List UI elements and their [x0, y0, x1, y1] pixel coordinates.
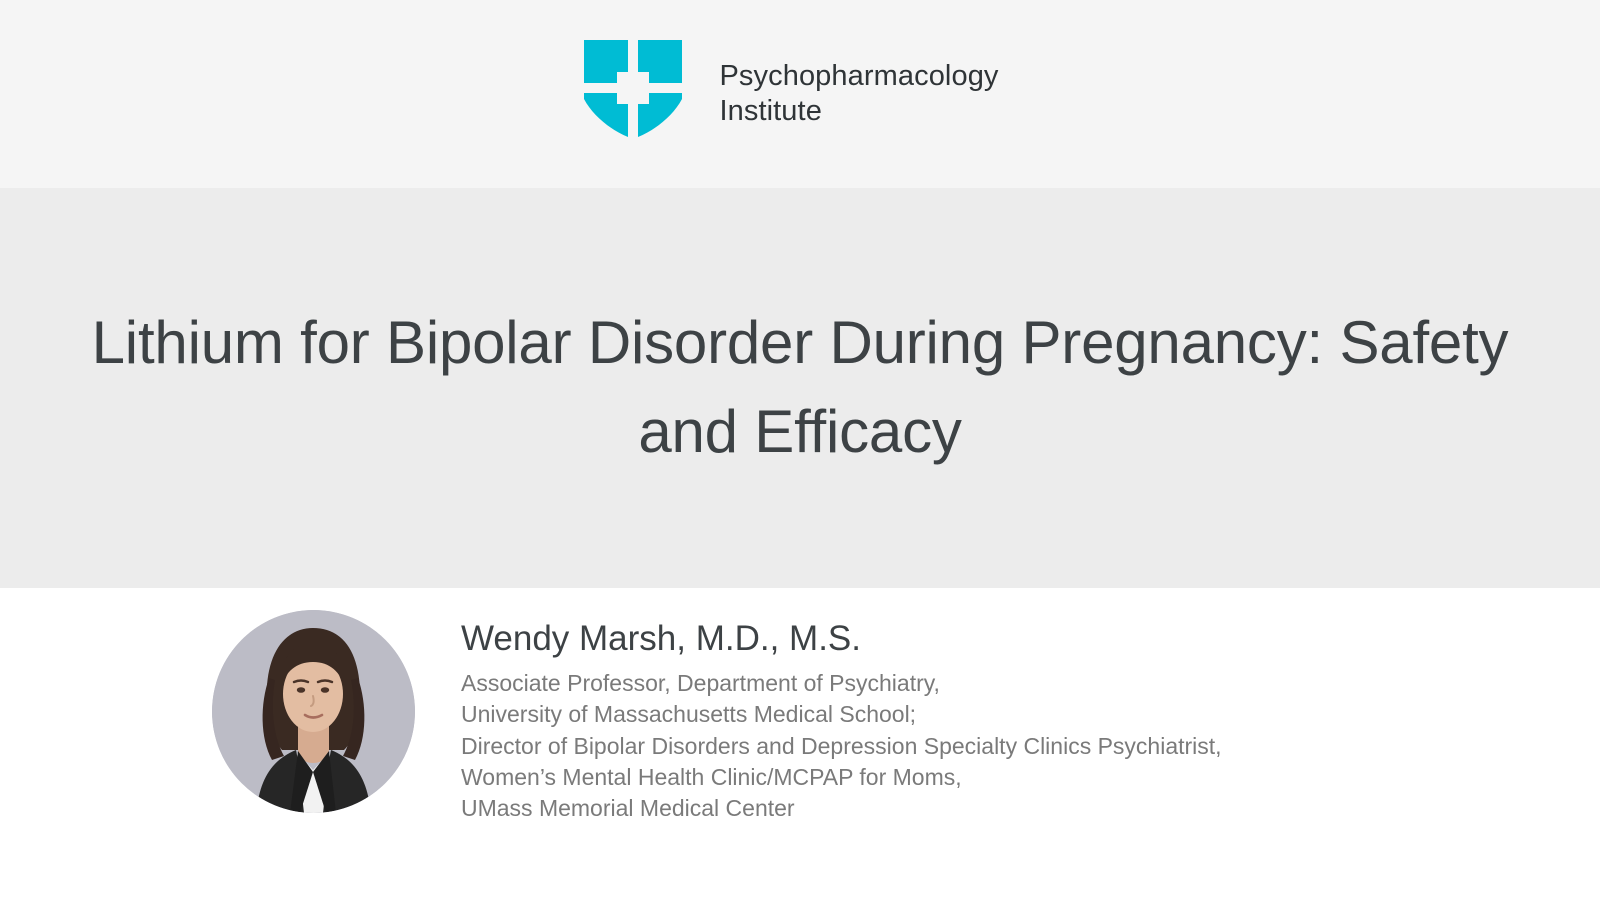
brand-lockup — [581, 36, 998, 152]
brand-name — [719, 59, 998, 129]
brand-name-line-2: Institute — [719, 95, 822, 127]
affiliation-line: Director of Bipolar Disorders and Depression Specialty Clinics Psychiatrist, — [461, 732, 1222, 759]
avatar — [212, 610, 415, 813]
psychopharmacology-institute-shield-logo-icon — [581, 36, 685, 152]
affiliation-line: University of Massachusetts Medical School; — [461, 701, 917, 728]
page-title: Lithium for Bipolar Disorder During Pregnancy: Safety and Efficacy — [91, 309, 1509, 465]
presenter-section — [0, 588, 1600, 899]
slide-header — [0, 0, 1600, 188]
title-band — [0, 188, 1600, 588]
affiliation-line: Associate Professor, Department of Psychiatry, — [461, 670, 940, 696]
affiliation-line: Women’s Mental Health Clinic/MCPAP for Moms, — [461, 763, 962, 790]
presenter-affiliation — [461, 668, 1222, 824]
presenter-name: Wendy Marsh, M.D., M.S. — [461, 619, 861, 658]
presenter-info — [461, 610, 1222, 824]
affiliation-line: UMass Memorial Medical Center — [461, 795, 795, 822]
brand-name-line-1: Psychopharmacology — [719, 60, 999, 93]
